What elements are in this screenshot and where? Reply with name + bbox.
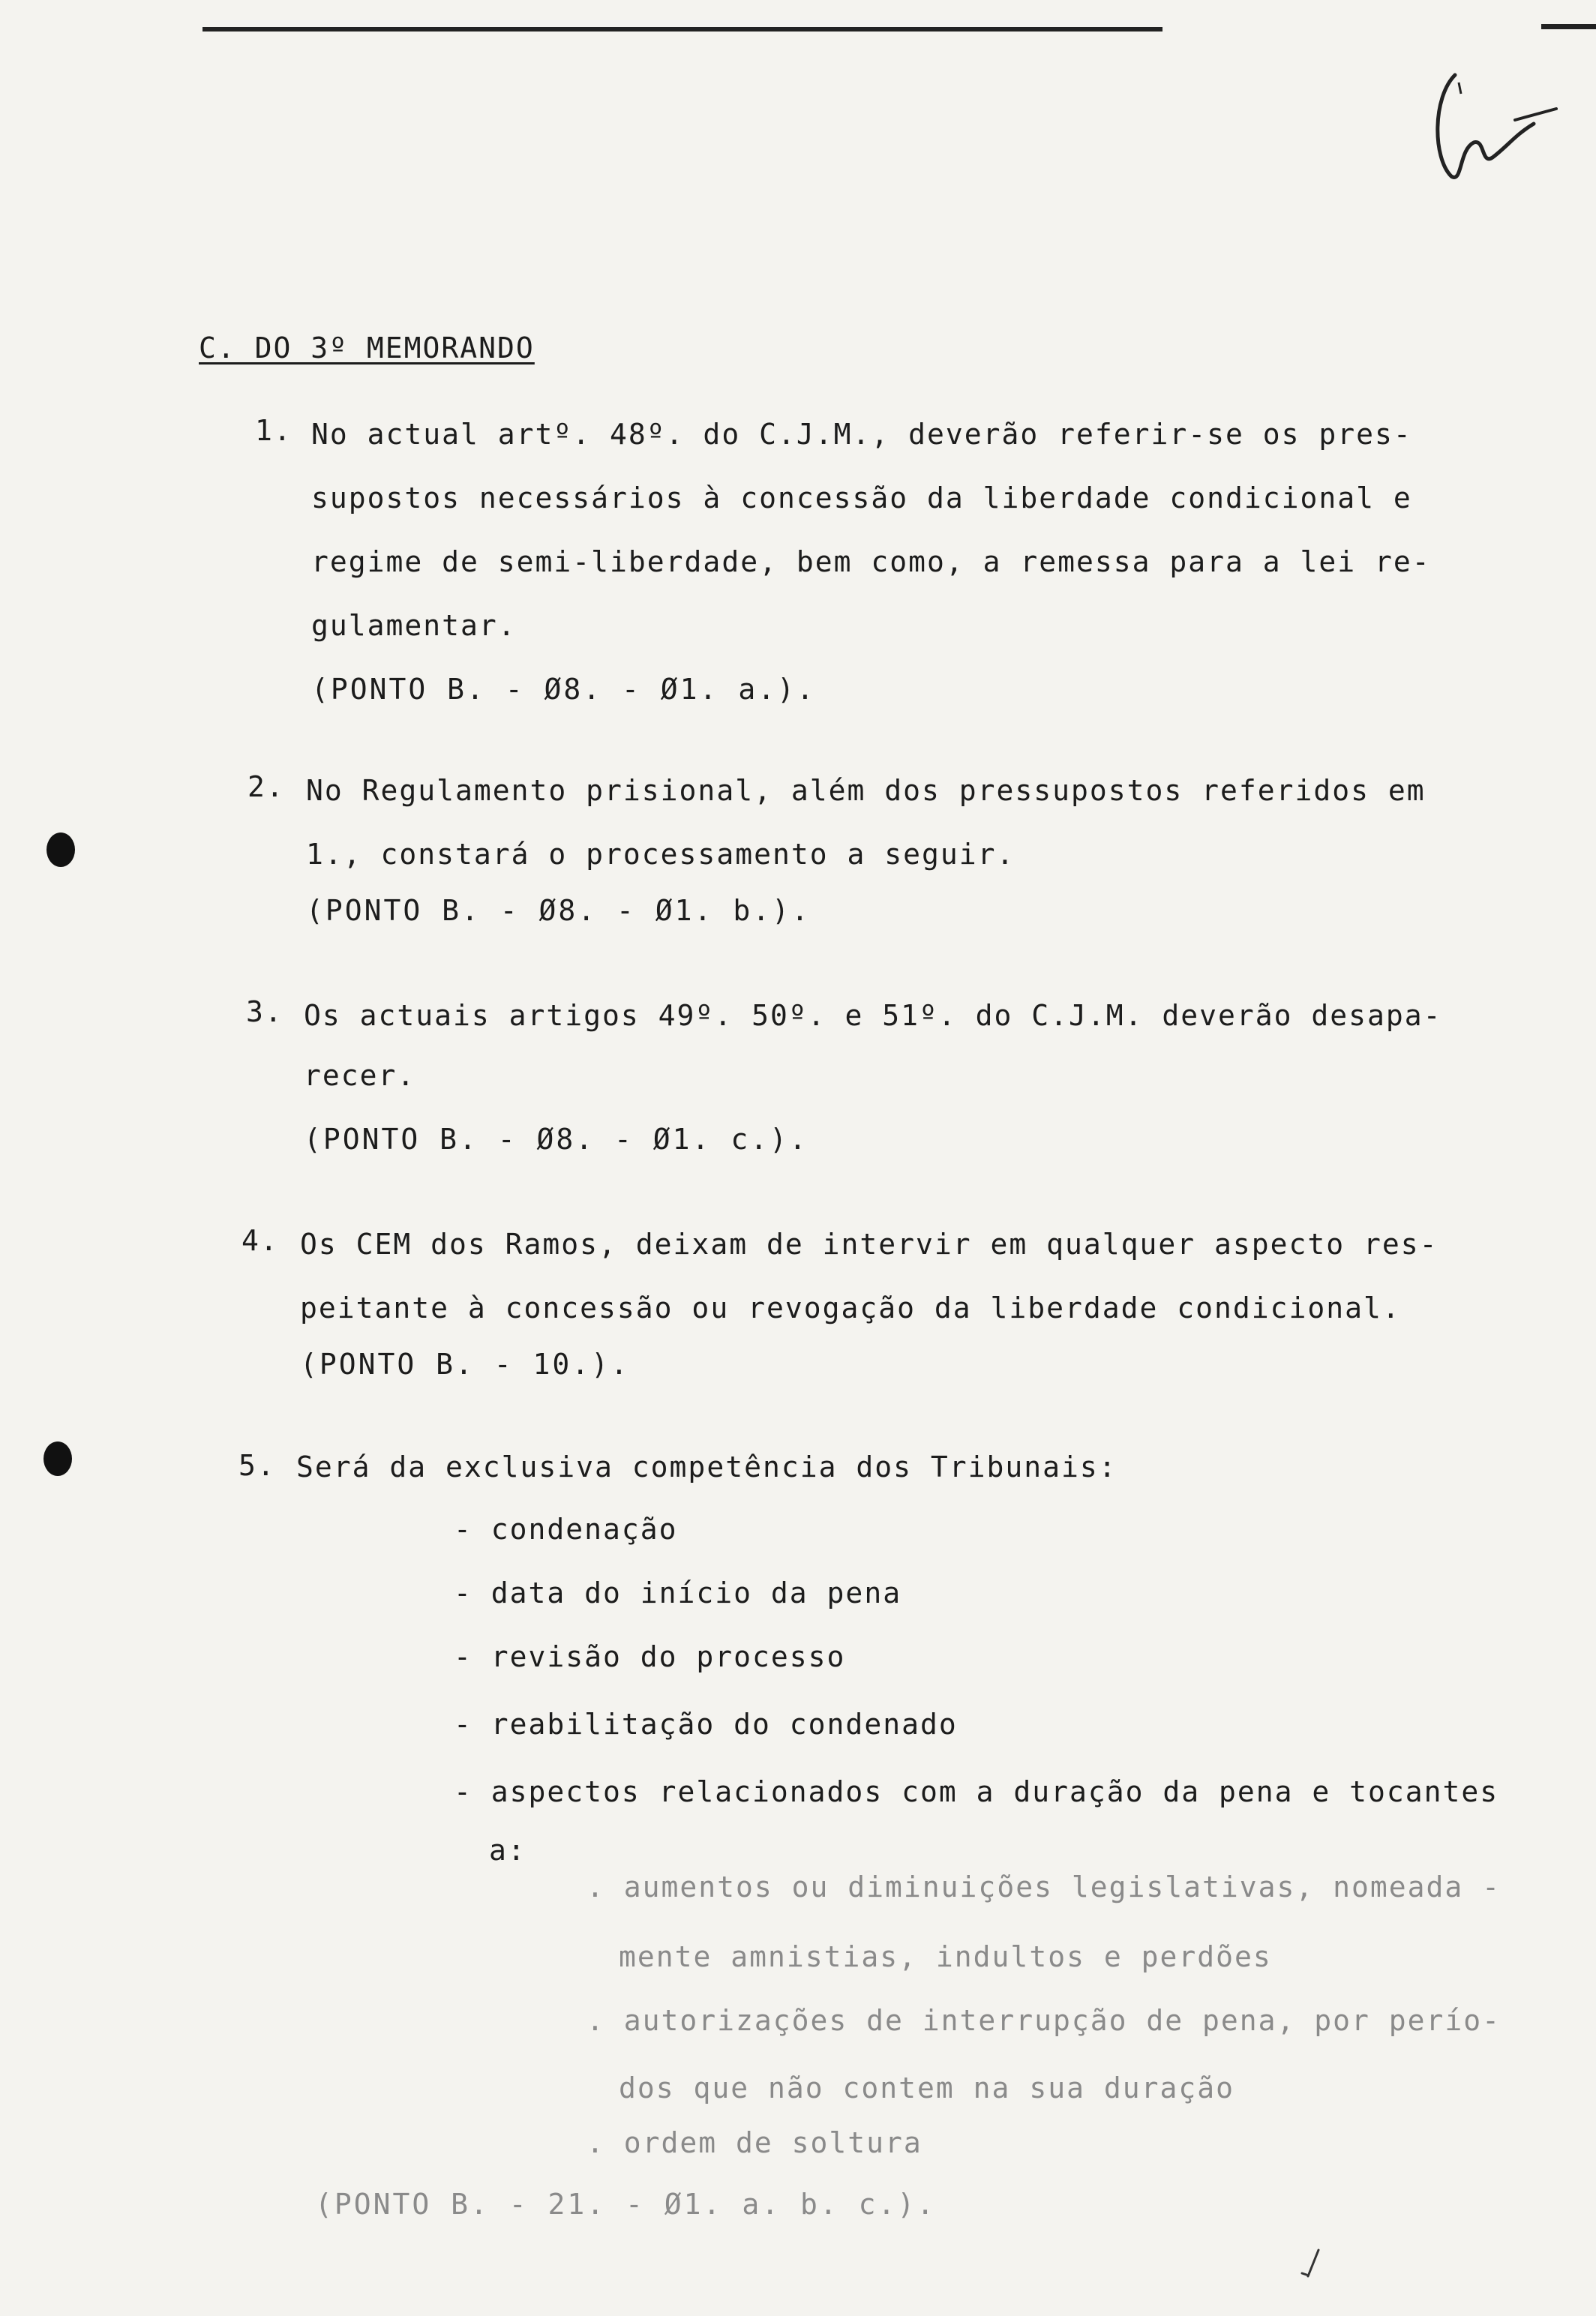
item-line: supostos necessários à concessão da liberdade condicional e	[311, 482, 1412, 514]
dash-list-continuation: a:	[489, 1834, 526, 1867]
bullet-line: . aumentos ou diminuições legislativas, nomeada -	[586, 1870, 1502, 1904]
handwritten-initials-icon	[1402, 68, 1568, 188]
punch-hole-top	[46, 832, 75, 867]
item-number: 4.	[242, 1224, 279, 1257]
item-reference: (PONTO B. - Ø8. - Ø1. b.).	[306, 894, 811, 927]
item-line: gulamentar.	[311, 609, 517, 642]
item-number: 1.	[255, 414, 292, 447]
item-line: regime de semi-liberdade, bem como, a remessa para a lei re-	[311, 545, 1431, 578]
top-border-line	[202, 27, 1162, 32]
item-reference: (PONTO B. - Ø8. - Ø1. a.).	[311, 673, 816, 706]
item-line: Os actuais artigos 49º. 50º. e 51º. do C.J.M. deverão desapa-	[304, 999, 1442, 1032]
item-reference: (PONTO B. - 21. - Ø1. a. b. c.).	[315, 2188, 937, 2221]
dash-list-item: - data do início da pena	[454, 1576, 902, 1610]
dash-list-item: - condenação	[454, 1513, 678, 1546]
top-border-line-right	[1541, 24, 1596, 29]
bullet-line: . autorizações de interrupção de pena, por perío-	[586, 2004, 1502, 2037]
dash-list-item: - revisão do processo	[454, 1640, 846, 1673]
item-number: 5.	[238, 1449, 276, 1482]
item-reference: (PONTO B. - Ø8. - Ø1. c.).	[304, 1123, 808, 1156]
item-line: Os CEM dos Ramos, deixam de intervir em qualquer aspecto res-	[300, 1228, 1438, 1261]
section-heading: C. DO 3º MEMORANDO	[199, 332, 535, 364]
punch-hole-bottom	[44, 1442, 72, 1476]
item-line: recer.	[304, 1059, 416, 1092]
bullet-line: mente amnistias, indultos e perdões	[619, 1940, 1272, 1973]
item-number: 2.	[248, 770, 285, 803]
item-line: Será da exclusiva competência dos Tribunais:	[296, 1450, 1118, 1484]
item-reference: (PONTO B. - 10.).	[300, 1348, 630, 1381]
check-mark-icon	[1298, 2246, 1328, 2284]
dash-list-item: - reabilitação do condenado	[454, 1708, 958, 1741]
item-line: No actual artº. 48º. do C.J.M., deverão referir-se os pres-	[311, 418, 1412, 451]
item-line: peitante à concessão ou revogação da liberdade condicional.	[300, 1292, 1401, 1324]
item-number: 3.	[246, 995, 284, 1028]
bullet-line: dos que não contem na sua duração	[619, 2072, 1234, 2104]
dash-list-item: - aspectos relacionados com a duração da pena e tocantes	[454, 1775, 1499, 1808]
item-line: No Regulamento prisional, além dos pressupostos referidos em	[306, 774, 1426, 807]
item-line: 1., constará o processamento a seguir.	[306, 838, 1016, 871]
bullet-line: . ordem de soltura	[586, 2126, 922, 2159]
